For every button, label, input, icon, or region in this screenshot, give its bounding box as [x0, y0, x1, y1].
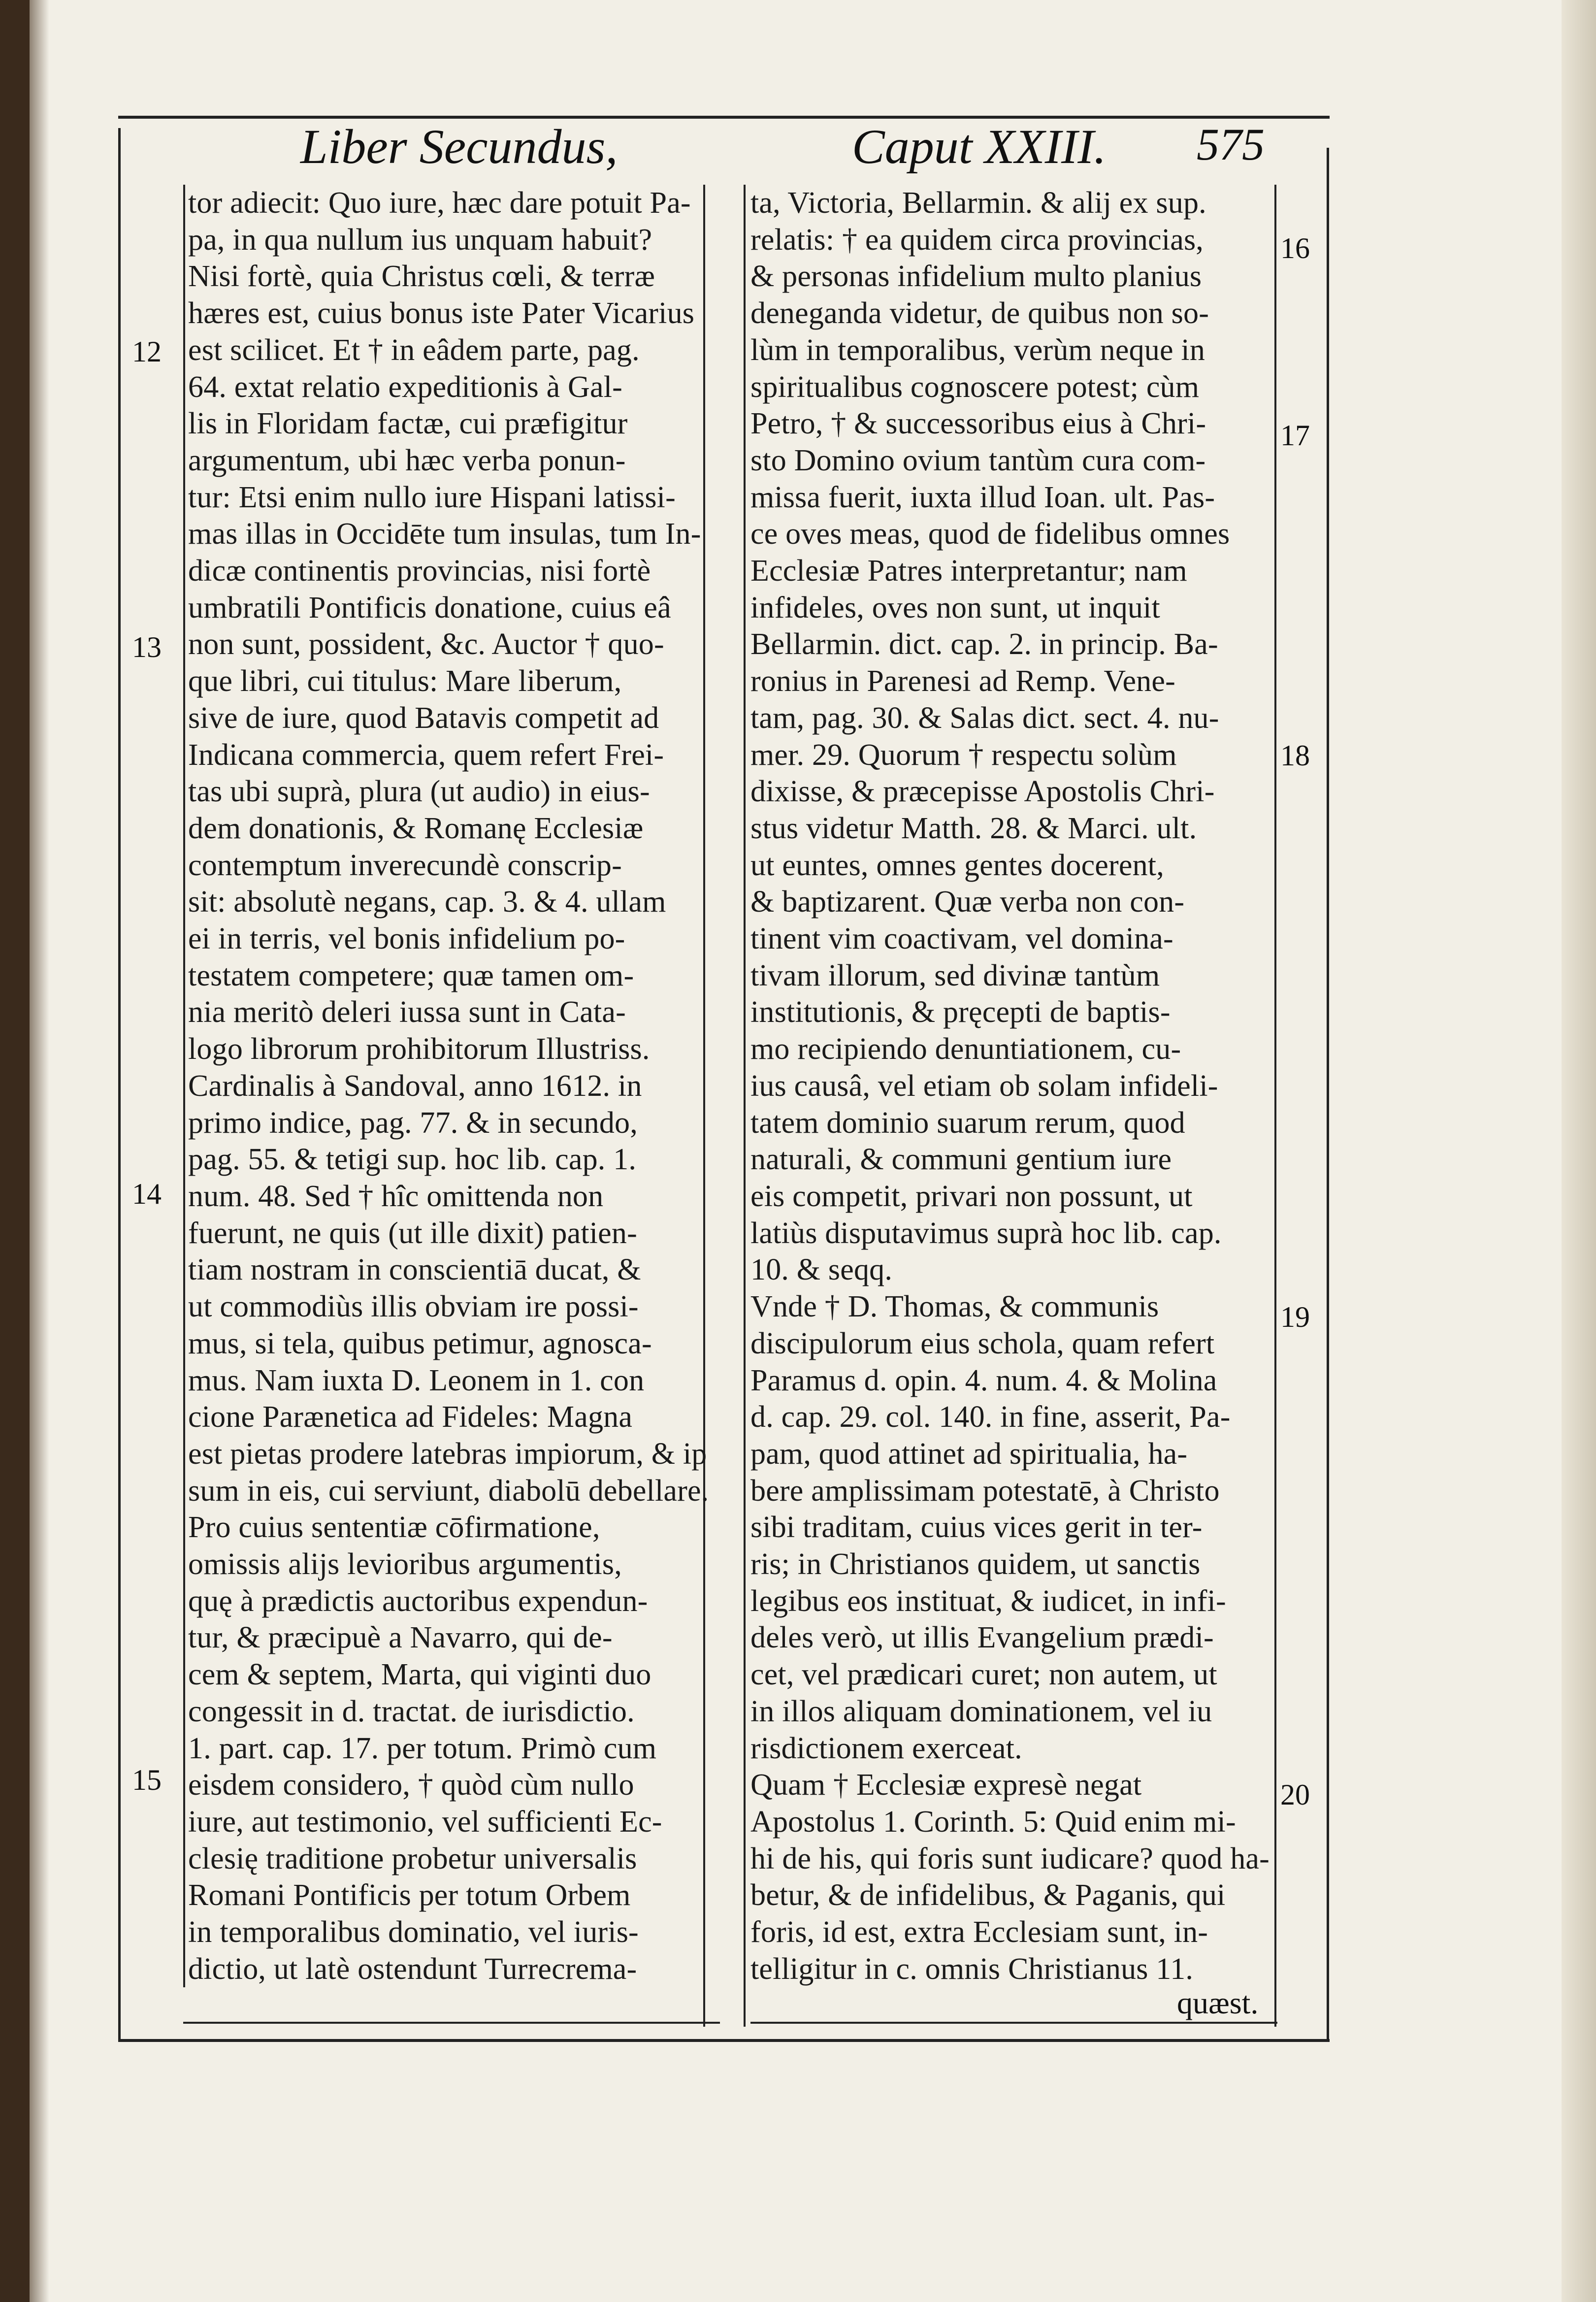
- text-line: primo indice, pag. 77. & in secundo,: [188, 1106, 638, 1140]
- frame-bottom-rule: [118, 2039, 1330, 2042]
- margin-number: 16: [1280, 232, 1310, 264]
- text-line: risdictionem exerceat.: [750, 1731, 1022, 1765]
- column-rule: [1274, 185, 1276, 2027]
- text-line: missa fuerit, iuxta illud Ioan. ult. Pas-: [750, 480, 1215, 514]
- text-line: ris; in Christianos quidem, ut sanctis: [750, 1547, 1201, 1581]
- text-line: contemptum inverecundè conscrip-: [188, 848, 622, 882]
- margin-number: 12: [132, 335, 162, 368]
- text-line: hi de his, qui foris sunt iudicare? quod ha-: [750, 1842, 1270, 1875]
- text-line: tinent vim coactivam, vel domina-: [750, 922, 1173, 956]
- text-line: ut commodiùs illis obviam ire possi-: [188, 1290, 639, 1324]
- text-line: deneganda videtur, de quibus non so-: [750, 296, 1209, 330]
- text-line: dictio, ut latè ostendunt Turrecrema-: [188, 1952, 637, 1986]
- text-line: iure, aut testimonio, vel sufficienti Ec-: [188, 1805, 662, 1839]
- text-line: eis competit, privari non possunt, ut: [750, 1179, 1193, 1213]
- text-line: mas illas in Occidēte tum insulas, tum In-: [188, 517, 701, 551]
- text-line: tor adiecit: Quo iure, hæc dare potuit Pa-: [188, 186, 691, 220]
- catchword: quæst.: [1177, 1985, 1259, 2020]
- text-line: & baptizarent. Quæ verba non con-: [750, 885, 1185, 919]
- text-line: non sunt, possident, &c. Auctor † quo-: [188, 627, 664, 661]
- text-line: tur: Etsi enim nullo iure Hispani latissi-: [188, 480, 676, 514]
- text-line: num. 48. Sed † hîc omittenda non: [188, 1179, 604, 1213]
- text-line: quę à prædictis auctoribus expendun-: [188, 1584, 648, 1618]
- text-line: Ecclesiæ Patres interpretantur; nam: [750, 554, 1187, 588]
- text-line: hæres est, cuius bonus iste Pater Vicarius: [188, 296, 695, 330]
- margin-number: 14: [132, 1178, 162, 1210]
- text-line: lis in Floridam factæ, cui præfigitur: [188, 407, 628, 441]
- text-line: deles verò, ut illis Evangelium prædi-: [750, 1621, 1214, 1655]
- frame-right-rule: [1327, 148, 1329, 2039]
- text-line: d. cap. 29. col. 140. in fine, asserit, Pa-: [750, 1400, 1231, 1434]
- page-number: 575: [1197, 119, 1265, 169]
- text-line: ut euntes, omnes gentes docerent,: [750, 848, 1164, 882]
- text-line: sto Domino ovium tantùm cura com-: [750, 443, 1206, 477]
- text-line: sibi traditam, cuius vices gerit in ter-: [750, 1511, 1203, 1545]
- text-line: tiam nostram in conscientiā ducat, &: [188, 1253, 641, 1287]
- page-edge: [1562, 0, 1596, 2302]
- text-line: Quam † Ecclesiæ expresè negat: [750, 1768, 1142, 1802]
- text-line: sit: absolutè negans, cap. 3. & 4. ullam: [188, 885, 666, 919]
- text-line: testatem competere; quæ tamen om-: [188, 958, 634, 992]
- margin-number: 15: [132, 1764, 162, 1796]
- text-line: nia meritò deleri iussa sunt in Cata-: [188, 995, 626, 1029]
- text-line: Bellarmin. dict. cap. 2. in princip. Ba-: [750, 627, 1218, 661]
- text-line: est scilicet. Et † in eâdem parte, pag.: [188, 333, 640, 367]
- text-line: eisdem considero, † quòd cùm nullo: [188, 1768, 634, 1802]
- text-line: ius causâ, vel etiam ob solam infideli-: [750, 1069, 1218, 1103]
- text-line: logo librorum prohibitorum Illustriss.: [188, 1032, 650, 1066]
- text-line: spiritualibus cognoscere potest; cùm: [750, 370, 1200, 404]
- text-line: telligitur in c. omnis Christianus 11.: [750, 1952, 1194, 1986]
- text-line: dicæ continentis provincias, nisi fortè: [188, 554, 651, 588]
- margin-number: 17: [1280, 419, 1310, 452]
- text-line: stus videtur Matth. 28. & Marci. ult.: [750, 811, 1197, 845]
- text-line: relatis: † ea quidem circa provincias,: [750, 223, 1204, 257]
- running-head-book: Liber Secundus,: [300, 119, 618, 174]
- text-line: congessit in d. tractat. de iurisdictio.: [188, 1694, 635, 1728]
- gutter-shadow: [30, 0, 49, 2302]
- text-line: Paramus d. opin. 4. num. 4. & Molina: [750, 1363, 1217, 1397]
- text-line: Petro, † & successoribus eius à Chri-: [750, 407, 1206, 441]
- text-line: dixisse, & præcepisse Apostolis Chri-: [750, 775, 1215, 809]
- text-line: sive de iure, quod Batavis competit ad: [188, 701, 659, 735]
- text-line: cem & septem, Marta, qui viginti duo: [188, 1658, 651, 1692]
- margin-number: 19: [1280, 1301, 1310, 1333]
- text-line: legibus eos instituat, & iudicet, in infi-: [750, 1584, 1226, 1618]
- text-line: 64. extat relatio expeditionis à Gal-: [188, 370, 622, 404]
- margin-number: 18: [1280, 739, 1310, 772]
- text-line: mus, si tela, quibus petimur, agnosca-: [188, 1326, 652, 1360]
- text-line: in illos aliquam dominationem, vel iu: [750, 1694, 1212, 1728]
- margin-number: 13: [132, 631, 162, 663]
- text-line: sum in eis, cui serviunt, diabolū debellare.: [188, 1474, 709, 1508]
- text-line: bere amplissimam potestatē, à Christo: [750, 1474, 1220, 1508]
- text-line: pam, quod attinet ad spiritualia, ha-: [750, 1437, 1188, 1471]
- text-line: umbratili Pontificis donatione, cuius eâ: [188, 591, 671, 625]
- text-line: ce oves meas, quod de fidelibus omnes: [750, 517, 1230, 551]
- text-line: ei in terris, vel bonis infidelium po-: [188, 922, 625, 956]
- text-line: que libri, cui titulus: Mare liberum,: [188, 664, 622, 698]
- column-underline: [183, 2022, 720, 2024]
- frame-top-rule: [118, 116, 1330, 119]
- text-line: mo recipiendo denuntiationem, cu-: [750, 1032, 1181, 1066]
- text-line: latiùs disputavimus suprà hoc lib. cap.: [750, 1216, 1222, 1250]
- text-line: mer. 29. Quorum † respectu solùm: [750, 738, 1177, 772]
- text-line: ronius in Parenesi ad Remp. Vene-: [750, 664, 1175, 698]
- text-line: mus. Nam iuxta D. Leonem in 1. con: [188, 1363, 645, 1397]
- column-rule: [744, 185, 746, 2027]
- text-line: naturali, & communi gentium iure: [750, 1143, 1172, 1177]
- text-line: dem donationis, & Romanę Ecclesiæ: [188, 811, 644, 845]
- text-line: cet, vel prædicari curet; non autem, ut: [750, 1658, 1217, 1692]
- text-line: betur, & de infidelibus, & Paganis, qui: [750, 1878, 1226, 1912]
- margin-number: 20: [1280, 1778, 1310, 1811]
- text-line: est pietas prodere latebras impiorum, & ip: [188, 1437, 707, 1471]
- text-line: Romani Pontificis per totum Orbem: [188, 1878, 631, 1912]
- column-underline: [750, 2022, 1277, 2024]
- text-line: fuerunt, ne quis (ut ille dixit) patien-: [188, 1216, 637, 1250]
- text-line: tur, & præcipuè a Navarro, qui de-: [188, 1621, 613, 1655]
- running-head-chapter: Caput XXIII.: [852, 119, 1107, 174]
- text-line: tatem dominio suarum rerum, quod: [750, 1106, 1185, 1140]
- text-line: pa, in qua nullum ius unquam habuit?: [188, 223, 652, 257]
- text-line: infideles, oves non sunt, ut inquit: [750, 591, 1160, 625]
- text-line: Cardinalis à Sandoval, anno 1612. in: [188, 1069, 642, 1103]
- text-line: institutionis, & pręcepti de baptis-: [750, 995, 1171, 1029]
- text-line: tas ubi suprà, plura (ut audio) in eius-: [188, 775, 650, 809]
- left-text-column: [183, 185, 710, 1987]
- text-line: cione Parænetica ad Fideles: Magna: [188, 1400, 633, 1434]
- text-line: & personas infidelium multo planius: [750, 260, 1202, 294]
- text-line: foris, id est, extra Ecclesiam sunt, in-: [750, 1915, 1208, 1949]
- text-line: argumentum, ubi hæc verba ponun-: [188, 443, 626, 477]
- text-line: tivam illorum, sed divinæ tantùm: [750, 958, 1160, 992]
- text-line: Indicana commercia, quem refert Frei-: [188, 738, 664, 772]
- text-line: pag. 55. & tetigi sup. hoc lib. cap. 1.: [188, 1143, 637, 1177]
- text-line: ta, Victoria, Bellarmin. & alij ex sup.: [750, 186, 1206, 220]
- text-line: lùm in temporalibus, verùm neque in: [750, 333, 1205, 367]
- text-line: Pro cuius sententiæ cōfirmatione,: [188, 1511, 600, 1545]
- text-line: in temporalibus dominatio, vel iuris-: [188, 1915, 639, 1949]
- text-line: discipulorum eius schola, quam refert: [750, 1326, 1215, 1360]
- frame-left-rule: [118, 128, 121, 2039]
- text-line: Apostolus 1. Corinth. 5: Quid enim mi-: [750, 1805, 1236, 1839]
- text-line: clesię traditione probetur universalis: [188, 1842, 637, 1875]
- text-line: 1. part. cap. 17. per totum. Primò cum: [188, 1731, 657, 1765]
- text-line: Vnde † D. Thomas, & communis: [750, 1290, 1159, 1324]
- text-line: 10. & seqq.: [750, 1253, 893, 1287]
- text-line: Nisi fortè, quia Christus cœli, & terræ: [188, 260, 655, 294]
- text-line: tam, pag. 30. & Salas dict. sect. 4. nu-: [750, 701, 1219, 735]
- right-text-column: [750, 185, 1272, 1987]
- text-line: omissis alijs levioribus argumentis,: [188, 1547, 622, 1581]
